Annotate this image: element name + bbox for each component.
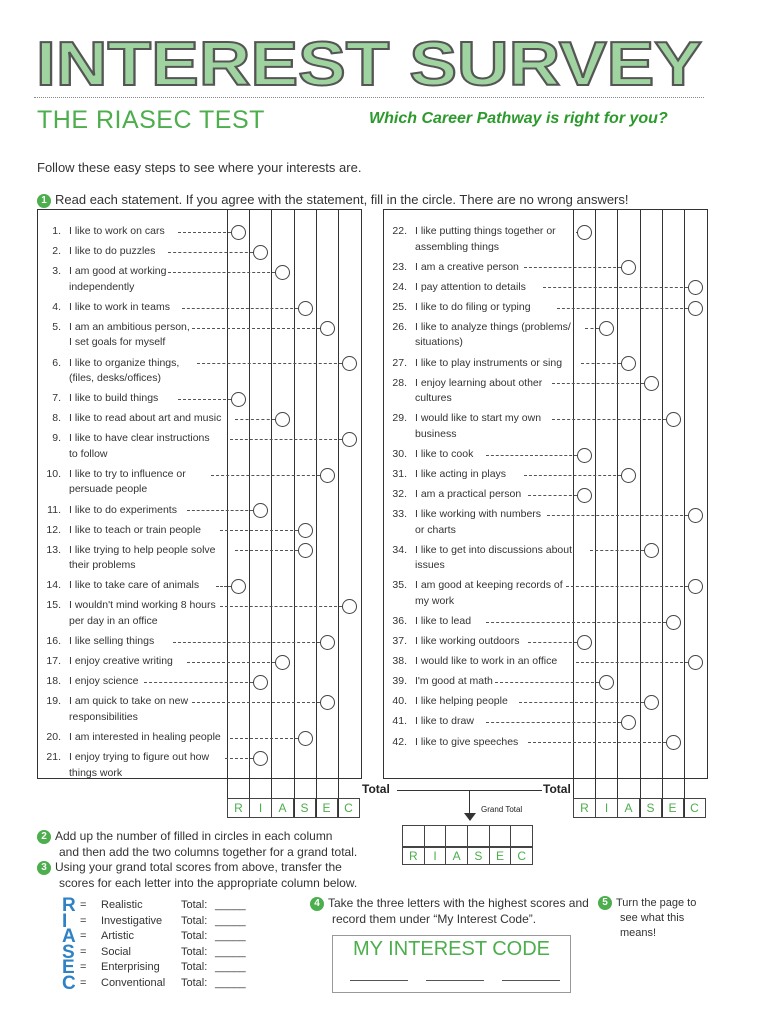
interest-code-blank-3[interactable]: [502, 980, 560, 981]
riasec-type-name: Social: [101, 945, 131, 958]
question-number: 4.: [52, 300, 61, 313]
question-item: [41, 598, 231, 629]
column-line-left: [316, 209, 317, 818]
question-number: 36.: [392, 614, 407, 627]
question-text: I am a practical person: [415, 488, 522, 500]
answer-circle[interactable]: [320, 321, 335, 336]
riasec-equals: =: [80, 961, 87, 974]
question-number: 16.: [46, 635, 61, 647]
letter-cell-a: A: [618, 799, 640, 817]
riasec-total-label: Total:: [181, 914, 208, 927]
leader-line: [486, 622, 666, 623]
answer-circle[interactable]: [577, 225, 592, 240]
leader-line: [173, 642, 320, 643]
question-number: 29.: [392, 412, 407, 425]
question-item: [387, 543, 577, 574]
question-item: [387, 654, 577, 670]
leader-line: [543, 287, 688, 288]
leader-line: [178, 399, 232, 400]
question-text: I like to work in teams: [69, 300, 170, 313]
answer-circle[interactable]: [577, 488, 592, 503]
question-text: I like to do experiments: [69, 503, 177, 516]
grand-total-arrow-head: [464, 813, 476, 821]
riasec-total-blank[interactable]: _____: [215, 899, 246, 911]
leader-line: [552, 383, 644, 384]
question-item: [387, 411, 577, 442]
question-text: I am interested in healing people: [69, 730, 221, 743]
answer-circle[interactable]: [688, 301, 703, 316]
question-text: I like helping people: [415, 695, 508, 708]
step-5-line-2: see what this: [620, 912, 685, 924]
leader-line: [182, 308, 297, 309]
answer-circle[interactable]: [688, 655, 703, 670]
answer-circle[interactable]: [644, 376, 659, 391]
letter-cell-i: I: [596, 799, 618, 817]
question-number: 8.: [52, 412, 61, 425]
riasec-type-name: Enterprising: [101, 961, 160, 974]
leader-line: [495, 682, 599, 683]
question-text: or charts: [415, 523, 456, 536]
letter-cell-r: R: [403, 847, 425, 864]
question-number: 1.: [52, 225, 61, 237]
answer-circle[interactable]: [577, 448, 592, 463]
answer-circle[interactable]: [342, 432, 357, 447]
grand-total-cell[interactable]: [446, 826, 468, 847]
question-number: 27.: [392, 356, 407, 369]
question-text: I like working outdoors: [415, 635, 520, 647]
question-item: [387, 578, 577, 609]
leader-line: [590, 550, 644, 551]
question-number: 28.: [392, 376, 407, 389]
answer-circle[interactable]: [231, 392, 246, 407]
question-text: (files, desks/offices): [69, 372, 162, 384]
question-number: 23.: [392, 260, 407, 273]
leader-line: [486, 455, 578, 456]
answer-circle[interactable]: [320, 695, 335, 710]
question-item: [387, 300, 577, 316]
question-text: I like acting in plays: [415, 467, 507, 480]
question-text: their problems: [69, 559, 136, 572]
riasec-equals: =: [80, 899, 87, 911]
question-number: 9.: [52, 432, 61, 445]
step-4-line-1: Take the three letters with the highest scores and: [328, 896, 589, 910]
question-text: situations): [415, 336, 463, 349]
question-number: 20.: [46, 730, 61, 743]
question-item: [387, 376, 577, 407]
question-number: 21.: [46, 751, 61, 763]
question-number: 18.: [46, 675, 61, 688]
title-separator: [34, 97, 704, 98]
question-item: [41, 694, 231, 725]
right-total-letters: [573, 798, 706, 818]
riasec-total-label: Total:: [181, 945, 208, 958]
question-number: 13.: [46, 543, 61, 556]
column-line-left: [338, 209, 339, 818]
grand-total-cell[interactable]: [468, 826, 490, 847]
question-text: responsibilities: [69, 710, 138, 723]
step-5-number: 5: [598, 896, 612, 910]
leader-line: [216, 586, 232, 587]
answer-circle[interactable]: [342, 599, 357, 614]
riasec-type-name: Investigative: [101, 914, 163, 927]
question-text: I like to play instruments or sing: [415, 356, 563, 369]
step-2-line-1: Add up the number of filled in circles in each column: [55, 829, 333, 843]
question-item: [41, 264, 231, 295]
answer-circle[interactable]: [298, 523, 313, 538]
question-text: I like to organize things,: [69, 356, 180, 369]
question-text: I enjoy science: [69, 675, 139, 688]
question-number: 37.: [392, 635, 407, 647]
riasec-type-name: Conventional: [101, 977, 166, 989]
question-number: 42.: [392, 735, 407, 748]
letter-cell-a: A: [272, 799, 294, 817]
leader-line: [220, 606, 342, 607]
question-number: 12.: [46, 523, 61, 536]
answer-circle[interactable]: [320, 635, 335, 650]
riasec-total-blank[interactable]: _____: [215, 914, 246, 927]
left-total-letters: [227, 798, 360, 818]
intro-text: Follow these easy steps to see where your interests are.: [37, 160, 362, 175]
answer-circle[interactable]: [298, 731, 313, 746]
answer-circle[interactable]: [231, 225, 246, 240]
question-text: I like to try to influence or: [69, 467, 186, 480]
question-number: 33.: [392, 508, 407, 521]
leader-line: [581, 363, 622, 364]
answer-circle[interactable]: [688, 579, 703, 594]
leader-line: [187, 510, 253, 511]
interest-code-blank-1[interactable]: [350, 980, 408, 981]
question-number: 34.: [392, 543, 407, 556]
grand-total-label: Grand Total: [481, 805, 523, 814]
question-text: I like working with numbers: [415, 508, 542, 521]
leader-line: [178, 232, 232, 233]
question-number: 40.: [392, 695, 407, 708]
grand-total-cell[interactable]: [490, 826, 512, 847]
question-text: I like putting things together or: [415, 225, 556, 237]
letter-cell-e: E: [490, 847, 512, 864]
leader-line: [528, 495, 577, 496]
question-text: I like to lead: [415, 614, 472, 627]
answer-circle[interactable]: [298, 301, 313, 316]
question-text: independently: [69, 280, 135, 293]
tagline: Which Career Pathway is right for you?: [369, 110, 668, 127]
question-number: 19.: [46, 695, 61, 708]
leader-line: [192, 328, 320, 329]
question-text: I am good at keeping records of: [415, 579, 563, 592]
riasec-letter: R: [62, 895, 76, 916]
leader-line: [547, 515, 688, 516]
answer-circle[interactable]: [298, 543, 313, 558]
riasec-total-label: Total:: [181, 930, 208, 943]
leader-line: [192, 702, 320, 703]
question-number: 41.: [392, 715, 407, 728]
question-number: 11.: [47, 503, 61, 516]
column-line-right: [640, 209, 641, 818]
question-item: [41, 543, 231, 574]
riasec-total-blank[interactable]: _____: [215, 961, 246, 974]
question-item: [41, 411, 231, 427]
question-text: I pay attention to details: [415, 280, 526, 293]
interest-code-box: [332, 935, 571, 993]
question-text: to follow: [69, 447, 108, 460]
question-text: I would like to work in an office: [415, 655, 558, 668]
answer-circle[interactable]: [577, 635, 592, 650]
letter-cell-a: A: [446, 847, 468, 864]
riasec-total-label: Total:: [181, 977, 208, 989]
question-text: I like selling things: [69, 635, 155, 647]
question-text: business: [415, 427, 457, 440]
question-text: my work: [415, 594, 455, 607]
question-number: 30.: [392, 447, 407, 460]
letter-cell-c: C: [517, 849, 527, 863]
step-5-line-3: means!: [620, 927, 657, 939]
letter-cell-r: R: [228, 799, 250, 817]
leader-line: [144, 682, 253, 683]
question-item: [387, 224, 577, 255]
riasec-equals: =: [80, 914, 87, 927]
column-line-right: [684, 209, 685, 818]
letter-cell-s: S: [294, 799, 316, 817]
answer-circle[interactable]: [253, 245, 268, 260]
question-item: [41, 523, 231, 539]
question-number: 38.: [392, 655, 407, 668]
answer-circle[interactable]: [644, 695, 659, 710]
leader-line: [566, 586, 688, 587]
question-number: 6.: [52, 356, 61, 369]
column-line-right: [662, 209, 663, 818]
riasec-type-name: Artistic: [101, 930, 134, 943]
letter-cell-r: R: [574, 799, 596, 817]
question-item: [41, 320, 231, 351]
riasec-letter: A: [62, 926, 76, 948]
answer-circle[interactable]: [644, 543, 659, 558]
question-text: persuade people: [69, 483, 148, 496]
interest-code-title: MY INTEREST CODE: [352, 938, 551, 960]
question-item: [41, 467, 231, 498]
question-text: I like to read about art and music: [69, 412, 222, 425]
question-number: 31.: [392, 467, 407, 480]
question-text: I am a creative person: [415, 260, 519, 273]
answer-circle[interactable]: [599, 321, 614, 336]
answer-circle[interactable]: [621, 468, 636, 483]
column-line-right: [595, 209, 596, 818]
question-item: [41, 750, 231, 781]
letter-cell-i: I: [425, 847, 447, 864]
riasec-equals: =: [80, 930, 87, 943]
leader-line: [519, 702, 644, 703]
riasec-equals: =: [80, 945, 87, 958]
answer-circle[interactable]: [666, 615, 681, 630]
column-line-right: [617, 209, 618, 818]
leader-line: [576, 662, 688, 663]
question-item: [41, 730, 231, 746]
step-1: [37, 192, 629, 208]
leader-line: [197, 363, 342, 364]
grand-total-cell[interactable]: [425, 826, 447, 847]
leader-line: [235, 419, 276, 420]
riasec-total-blank[interactable]: _____: [215, 977, 246, 989]
question-text: I like to give speeches: [415, 735, 519, 748]
riasec-total-blank[interactable]: _____: [215, 930, 246, 943]
question-text: issues: [415, 559, 445, 572]
question-text: per day in an office: [69, 614, 158, 627]
step-4-line-2: record them under “My Interest Code”.: [332, 911, 537, 926]
question-text: I like to build things: [69, 392, 159, 405]
riasec-letter: S: [62, 941, 75, 963]
leader-line: [524, 267, 622, 268]
step-4: [310, 896, 589, 927]
page-title: [34, 30, 714, 94]
question-number: 25.: [392, 300, 407, 313]
leader-line: [524, 475, 622, 476]
total-label-left: Total: [362, 782, 390, 796]
question-item: [41, 578, 231, 594]
title-text: INTEREST SURVEY: [36, 30, 702, 94]
step-3-line-2: scores for each letter into the appropriate column below.: [59, 875, 358, 890]
leader-line: [235, 550, 298, 551]
leader-line: [557, 308, 688, 309]
question-number: 39.: [392, 675, 407, 688]
question-text: I like to work on cars: [69, 225, 165, 237]
leader-line: [528, 642, 577, 643]
question-text: I like to teach or train people: [69, 523, 201, 536]
leader-line: [486, 722, 622, 723]
question-text: I like to cook: [415, 447, 474, 460]
riasec-letter: I: [62, 910, 68, 932]
leader-line: [220, 530, 297, 531]
question-text: I enjoy trying to figure out how: [69, 751, 210, 763]
riasec-total-label: Total:: [181, 899, 208, 911]
answer-circle[interactable]: [688, 508, 703, 523]
question-text: I am good at working: [69, 265, 167, 278]
question-text: I like to do filing or typing: [415, 300, 531, 313]
question-text: I enjoy learning about other: [415, 376, 543, 389]
leader-line: [187, 662, 275, 663]
letter-cell-e: E: [662, 799, 684, 817]
step-3: [37, 860, 357, 891]
question-number: 22.: [392, 225, 407, 237]
riasec-type-name: Realistic: [101, 899, 143, 911]
letter-cell-e: E: [316, 799, 338, 817]
question-item: [41, 431, 231, 462]
answer-circle[interactable]: [666, 412, 681, 427]
question-number: 10.: [46, 467, 61, 480]
step-5-line-1: Turn the page to: [616, 897, 697, 909]
question-number: 17.: [46, 655, 61, 668]
step-3-line-1: Using your grand total scores from above, transfer the: [55, 860, 342, 874]
answer-circle[interactable]: [320, 468, 335, 483]
grand-total-letters: [402, 846, 533, 865]
question-text: I like to take care of animals: [69, 579, 200, 592]
question-number: 26.: [392, 320, 407, 333]
grand-total-cell[interactable]: [403, 826, 425, 847]
question-text: I'm good at math: [415, 675, 493, 688]
grand-total-arrow-line: [469, 790, 470, 815]
leader-line: [168, 252, 253, 253]
total-label-right: Total: [543, 782, 571, 796]
question-number: 24.: [392, 280, 407, 293]
question-item: [387, 507, 577, 538]
step-5: [598, 896, 696, 941]
riasec-total-label: Total:: [181, 961, 208, 974]
question-text: cultures: [415, 392, 452, 405]
question-number: 14.: [46, 579, 61, 592]
question-text: I like to get into discussions about: [415, 543, 573, 556]
letter-cell-s: S: [468, 847, 490, 864]
grand-total-boxes: [402, 825, 533, 848]
question-number: 3.: [52, 265, 61, 278]
question-text: I set goals for myself: [69, 336, 166, 349]
question-text: I like trying to help people solve: [69, 543, 216, 556]
question-text: I like to draw: [415, 715, 474, 728]
question-item: [387, 320, 577, 351]
letter-cell-s: S: [640, 799, 662, 817]
step-2-line-2: and then add the two columns together for a grand total.: [59, 844, 358, 859]
letter-cell-i: I: [250, 799, 272, 817]
question-text: I like to have clear instructions: [69, 432, 210, 445]
question-item: [387, 356, 577, 372]
letter-cell-c: C: [344, 801, 353, 815]
step-1-number: 1: [37, 194, 51, 208]
question-text: I enjoy creative writing: [69, 655, 173, 668]
question-text: assembling things: [415, 240, 500, 253]
grand-total-cell[interactable]: [511, 826, 532, 847]
question-number: 2.: [52, 245, 61, 258]
step-4-number: 4: [310, 897, 324, 911]
question-number: 32.: [392, 488, 407, 500]
question-number: 35.: [392, 579, 407, 592]
question-text: I am quick to take on new: [69, 695, 189, 708]
step-3-number: 3: [37, 861, 51, 875]
column-line-left: [271, 209, 272, 818]
question-text: things work: [69, 766, 123, 779]
step-2: [37, 829, 357, 860]
question-text: I would like to start my own: [415, 412, 542, 425]
answer-circle[interactable]: [666, 735, 681, 750]
question-number: 15.: [46, 599, 61, 612]
question-item: [41, 356, 231, 387]
leader-line: [225, 758, 253, 759]
step-2-number: 2: [37, 830, 51, 844]
riasec-total-blank[interactable]: _____: [215, 945, 246, 958]
leader-line: [552, 419, 666, 420]
riasec-letter: C: [62, 973, 76, 994]
interest-code-blank-2[interactable]: [426, 980, 484, 981]
question-text: I wouldn't mind working 8 hours: [69, 599, 216, 612]
leader-line: [168, 272, 275, 273]
letter-cell-c: C: [690, 801, 699, 815]
leader-line: [585, 328, 599, 329]
question-text: I like to analyze things (problems/: [415, 320, 571, 333]
column-line-left: [249, 209, 250, 818]
answer-circle[interactable]: [253, 751, 268, 766]
step-1-text: Read each statement. If you agree with the statement, fill in the circle. There are no wrong answers!: [55, 192, 629, 207]
subtitle: THE RIASEC TEST: [37, 106, 265, 134]
question-number: 5.: [52, 320, 61, 333]
leader-line: [230, 738, 298, 739]
question-number: 7.: [52, 392, 61, 405]
leader-line: [230, 439, 342, 440]
leader-line: [211, 475, 320, 476]
question-text: I am an ambitious person,: [69, 320, 190, 333]
riasec-letter: E: [62, 957, 75, 979]
leader-line: [528, 742, 666, 743]
question-text: I like to do puzzles: [69, 245, 156, 258]
riasec-equals: =: [80, 977, 87, 989]
column-line-left: [294, 209, 295, 818]
